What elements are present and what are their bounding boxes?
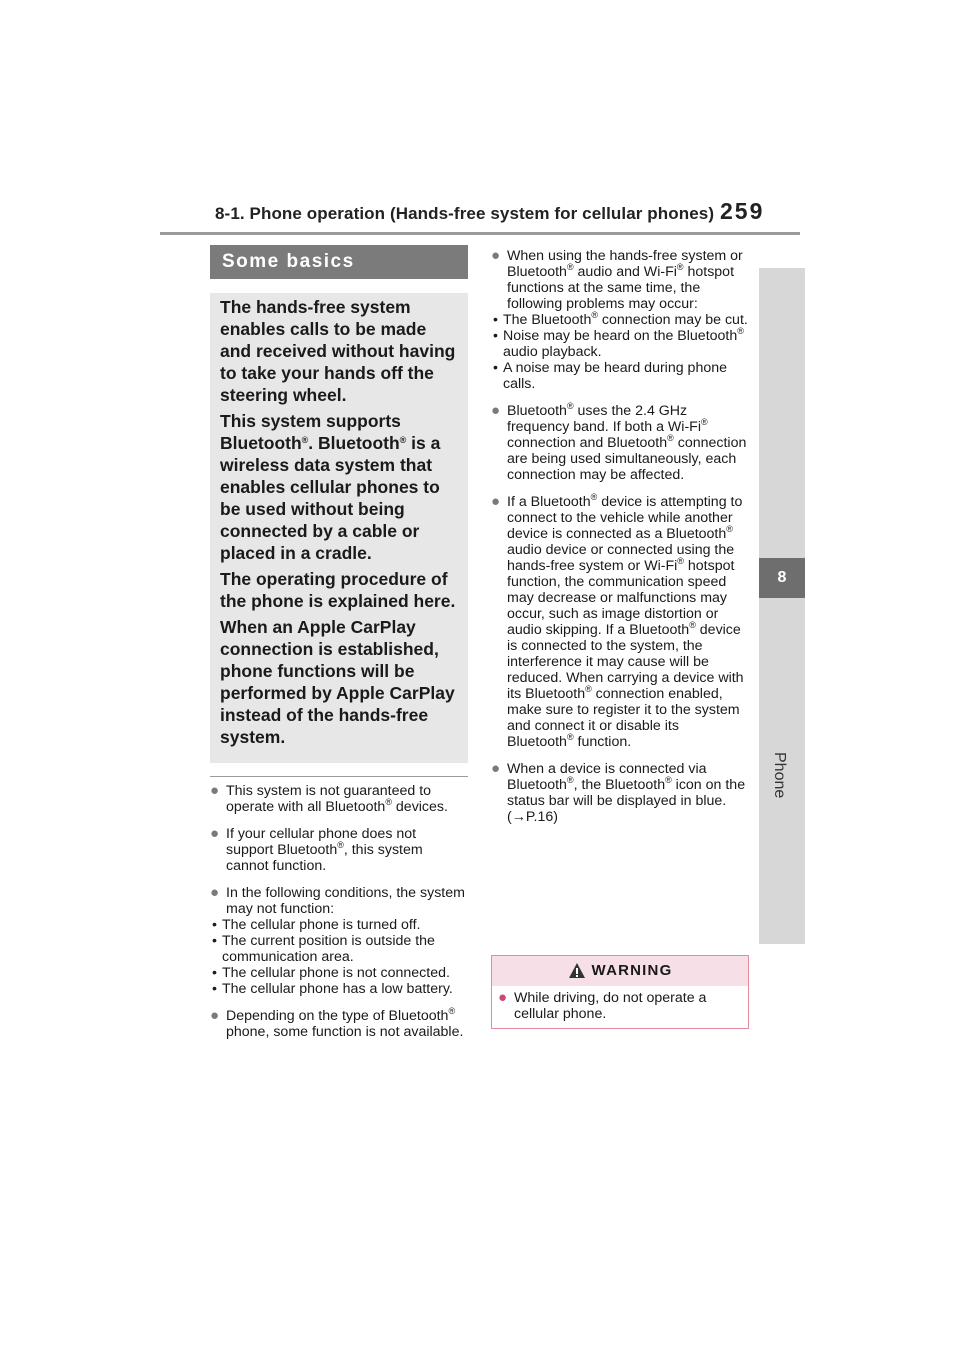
section-heading: Some basics [210, 245, 468, 279]
basics-paragraph: When an Apple CarPlay connection is established, phone functions will be performed by Apple CarPlay instead of the hands-free system. [220, 617, 455, 747]
sub-item: • The cellular phone has a low battery. [212, 981, 453, 997]
bullet-icon: ● [491, 493, 501, 510]
basics-paragraph: The operating procedure of the phone is explained here. [220, 569, 456, 611]
basics-summary-box [210, 293, 468, 763]
sub-text: The Bluetooth® connection may be cut. [503, 310, 748, 328]
list-item [491, 403, 749, 483]
warning-box [491, 955, 749, 1029]
list-item [491, 248, 749, 392]
warning-header [492, 956, 748, 986]
chapter-number: 8 [759, 558, 805, 598]
right-notes [491, 248, 749, 836]
sub-text: The cellular phone is not connected. [222, 965, 450, 981]
basics-paragraph: The hands-free system enables calls to be made and received without having to take your hands off the steering wheel. [220, 297, 456, 405]
bullet-icon: ● [491, 402, 501, 419]
note-text: If your cellular phone does not support Bluetooth®, this system cannot function. [226, 826, 423, 874]
page-number: 259 [720, 198, 765, 224]
sub-item: • The current position is outside the communication area. [212, 933, 435, 965]
sub-text: The cellular phone has a low battery. [222, 981, 453, 997]
sub-item: • A noise may be heard during phone calls. [493, 360, 728, 392]
list-item [210, 1008, 466, 1040]
list-item [491, 494, 749, 750]
bullet-icon: ● [491, 760, 501, 777]
list-item [210, 826, 466, 874]
chapter-side-tab [759, 268, 805, 944]
header-rule [160, 232, 800, 235]
list-item [491, 761, 749, 825]
warning-text: While driving, do not operate a cellular phone. [514, 990, 707, 1022]
page-header-title: 8-1. Phone operation (Hands-free system for cellular phones) [215, 204, 715, 223]
sub-item: • The cellular phone is turned off. [212, 917, 421, 933]
warning-triangle-icon [568, 962, 586, 979]
chapter-label-holder [756, 748, 816, 808]
note-text: Depending on the type of Bluetooth® phone, some function is not available. [226, 1006, 464, 1040]
list-item [210, 783, 466, 815]
sub-text: The cellular phone is turned off. [222, 917, 421, 933]
note-text: In the following conditions, the system may not function: [226, 885, 465, 917]
sub-text: Noise may be heard on the Bluetooth® audio playback. [503, 326, 744, 360]
bullet-icon: ● [210, 782, 220, 799]
note-text: Bluetooth® uses the 2.4 GHz frequency band. If both a Wi-Fi® connection and Bluetooth® connection are being used simultaneously, each connection may be affected. [507, 401, 747, 483]
sub-item: • The Bluetooth® connection may be cut. [493, 310, 748, 328]
note-text: When using the hands-free system or Bluetooth® audio and Wi-Fi® hotspot functions at the same time, the following problems may occur: [507, 248, 743, 312]
warning-body [492, 986, 748, 1022]
list-item [210, 885, 466, 997]
left-column-rule [210, 776, 468, 777]
sub-text: A noise may be heard during phone calls. [503, 360, 728, 392]
sub-text: The current position is outside the communication area. [222, 933, 435, 965]
note-text: When a device is connected via Bluetooth®, the Bluetooth® icon on the status bar will be displayed in blue. (→P.16) [507, 761, 746, 825]
sub-item: • The cellular phone is not connected. [212, 965, 450, 981]
basics-paragraph: This system supports Bluetooth®. Bluetooth® is a wireless data system that enables cellular phones to be used without being connected by a cable or placed in a cradle. [220, 411, 441, 563]
bullet-icon: ● [210, 884, 220, 901]
warning-title: WARNING [591, 962, 673, 979]
bullet-icon: ● [210, 825, 220, 842]
chapter-label: Phone [771, 752, 788, 799]
note-text: If a Bluetooth® device is attempting to connect to the vehicle while another device is connected as a Bluetooth® audio device or connected using the hands-free system or Wi-Fi® hotspot function, the communication speed may decrease or malfunctions may occur, such as image distortion or audio skipping. If a Bluetooth® device is connected to the system, the interference it may cause will be reduced. When carrying a device with its Bluetooth® connection enabled, make sure to register it to the system and connect it or disable its Bluetooth® function. [507, 492, 744, 750]
bullet-icon: ● [498, 989, 508, 1006]
sub-item: • Noise may be heard on the Bluetooth® audio playback. [493, 326, 744, 360]
bullet-icon: ● [491, 247, 501, 264]
note-text: This system is not guaranteed to operate with all Bluetooth® devices. [226, 783, 448, 815]
left-notes [210, 783, 466, 1051]
bullet-icon: ● [210, 1007, 220, 1024]
